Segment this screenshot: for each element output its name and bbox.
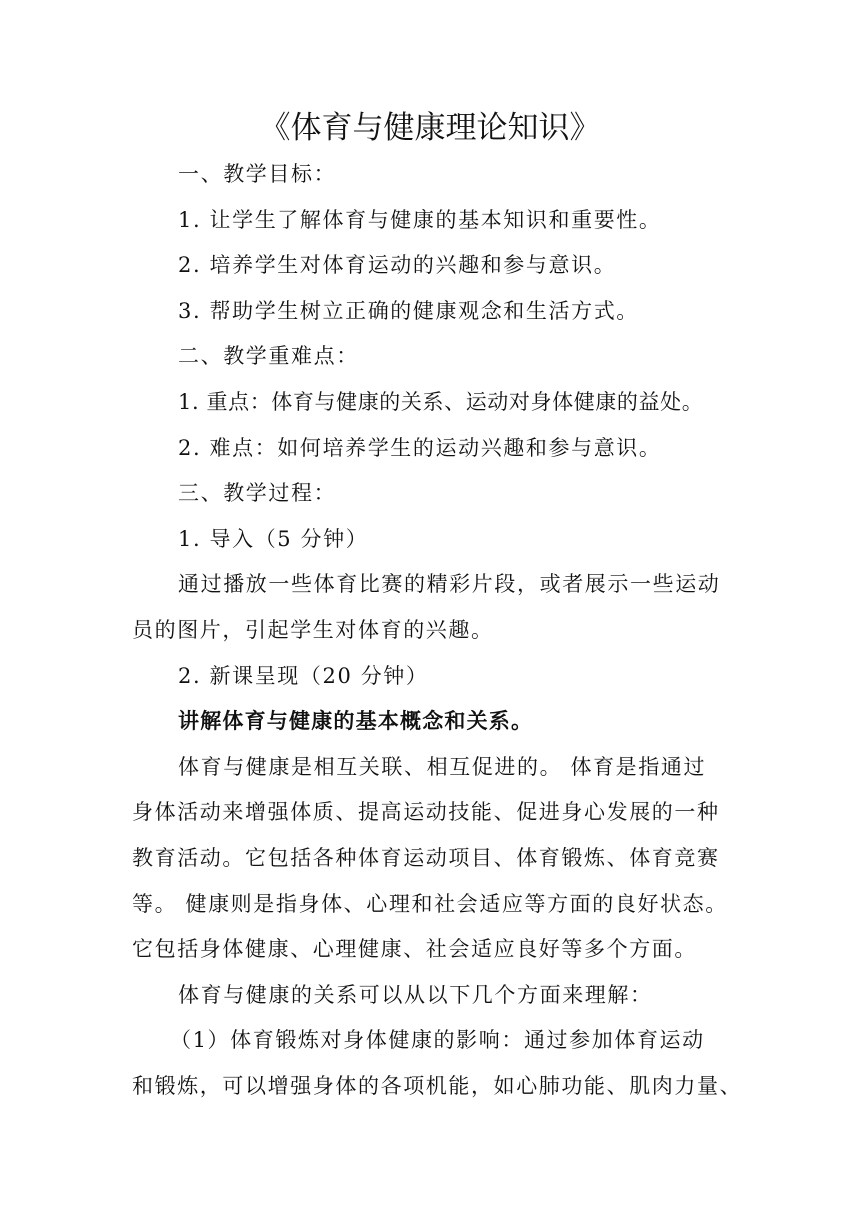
paragraph-3-line-1: （1）体育锻炼对身体健康的影响：通过参加体育运动 (170, 1028, 705, 1053)
objective-item-3: 3. 帮助学生树立正确的健康观念和生活方式。 (178, 298, 639, 323)
objective-item-2: 2. 培养学生对体育运动的兴趣和参与意识。 (178, 253, 617, 278)
step-1-text-line-1: 通过播放一些体育比赛的精彩片段，或者展示一些运动 (178, 572, 721, 597)
paragraph-1-line-2: 身体活动来增强体质、提高运动技能、促进身心发展的一种 (132, 800, 720, 825)
paragraph-1-line-3: 教育活动。它包括各种体育运动项目、体育锻炼、体育竞赛 (132, 845, 720, 870)
paragraph-2: 体育与健康的关系可以从以下几个方面来理解： (178, 982, 653, 1007)
section-heading-key-points: 二、教学重难点： (178, 344, 359, 369)
section-heading-process: 三、教学过程： (178, 481, 337, 506)
step-2-heading: 2. 新课呈现（20 分钟） (178, 663, 429, 688)
step-2-bold-statement: 讲解体育与健康的基本概念和关系。 (178, 709, 534, 734)
section-heading-objectives: 一、教学目标： (178, 162, 337, 186)
objective-item-1: 1. 让学生了解体育与健康的基本知识和重要性。 (178, 207, 662, 232)
paragraph-1-line-4: 等。 健康则是指身体、心理和社会适应等方面的良好状态。 (132, 891, 728, 916)
document-title: 《体育与健康理论知识》 (259, 110, 601, 146)
paragraph-1-line-5: 它包括身体健康、心理健康、社会适应良好等多个方面。 (132, 937, 697, 962)
paragraph-3-line-2: 和锻炼，可以增强身体的各项机能，如心肺功能、肌肉力量、 (132, 1073, 743, 1098)
key-point-item-1: 1. 重点：体育与健康的关系、运动对身体健康的益处。 (178, 389, 704, 414)
step-1-heading: 1. 导入（5 分钟） (178, 526, 369, 551)
document-body (132, 152, 743, 1109)
paragraph-1-line-1: 体育与健康是相互关联、相互促进的。 体育是指通过 (178, 754, 707, 779)
step-1-text-line-2: 员的图片，引起学生对体育的兴趣。 (132, 617, 494, 642)
key-point-item-2: 2. 难点：如何培养学生的运动兴趣和参与意识。 (178, 435, 662, 460)
